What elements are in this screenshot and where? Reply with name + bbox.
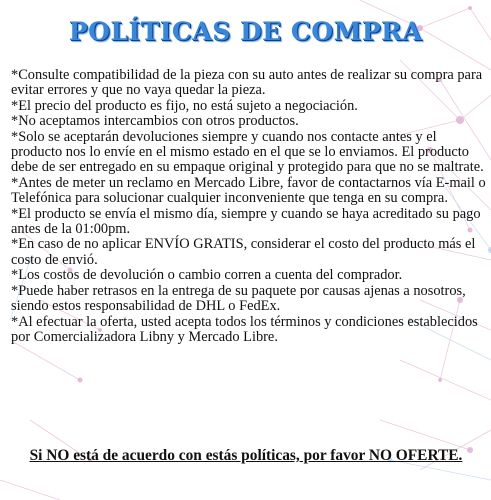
policy-item: *El precio del producto es fijo, no está sujeto a negociación. [11,97,358,114]
policy-item: *No aceptamos intercambios con otros productos. [11,113,299,130]
policy-list [11,68,487,345]
policy-item: *Al efectuar la oferta, usted acepta todos los términos y condiciones establecidos por Comercializadora Libny y Mercado Libre. [11,313,478,345]
agreement-warning: Si NO está de acuerdo con estás políticas, por favor NO OFERTE. [29,447,463,464]
page-title: POLÍTICAS DE COMPRA [68,17,423,46]
policy-item: *En caso de no aplicar ENVÍO GRATIS, considerar el costo del producto más el costo de envió. [11,236,476,268]
policy-item: *Puede haber retrasos en la entrega de su paquete por causas ajenas a nosotros, siendo estos responsabilidad de DHL o FedEx. [11,282,466,315]
policy-item: *El producto se envía el mismo día, siempre y cuando se haya acreditado su pago antes de la 01:00pm. [11,205,481,238]
policy-item: *Antes de meter un reclamo en Mercado Libre, favor de contactarnos vía E-mail o Telefónica para solucionar cualquier inconveniente que tenga en su compra. [11,174,486,207]
policy-item: *Los costos de devolución o cambio corren a cuenta del comprador. [11,267,403,284]
policy-item: *Solo se aceptarán devoluciones siempre y cuando nos contacte antes y el producto nos lo envíe en el mismo estado en el que se lo enviamos. El producto debe de ser entregado en su empaque original y protegido para que no se maltrate. [11,128,484,176]
policy-item: *Consulte compatibilidad de la pieza con su auto antes de realizar su compra para evitar errores y que no vaya quedar la pieza. [11,67,483,99]
